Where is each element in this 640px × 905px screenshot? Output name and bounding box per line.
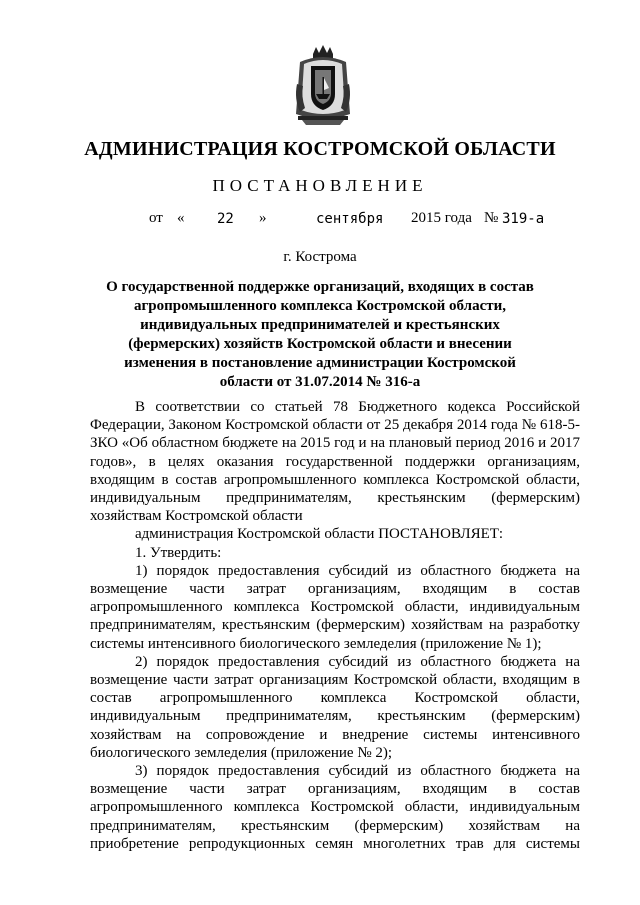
date-prefix: от [149, 210, 163, 226]
subitem-1: 1) порядок предоставления субсидий из областного бюджета на возмещение части затрат организациям, входящим в состав агропромышленного комплекса Костромской области, индивидуальным предпринимателям, крестьянским (фермерским) хозяйствам на разработку системы интенсивного биологического земледелия (приложение № 1); [90, 562, 580, 652]
document-body [90, 398, 580, 853]
coat-of-arms-emblem [292, 44, 354, 126]
date-month: сентября [316, 211, 384, 227]
quote-close: » [259, 210, 267, 226]
number-sign: № [484, 210, 499, 226]
item-1: 1. Утвердить: [135, 544, 222, 561]
organization-title: АДМИНИСТРАЦИЯ КОСТРОМСКОЙ ОБЛАСТИ [84, 138, 556, 160]
date-year: 2015 года [411, 210, 472, 226]
city-line: г. Кострома [283, 249, 357, 265]
subitem-3: 3) порядок предоставления субсидий из областного бюджета на возмещение части затрат организациям, входящим в состав агропромышленного комплекса Костромской области, индивидуальным предпринимателям, крестьянским (фермерским) хозяйствам на приобретение репродукционных семян многолетних трав для системы [90, 763, 580, 852]
document-date-line [0, 210, 640, 230]
document-type: ПОСТАНОВЛЕНИЕ [212, 176, 428, 195]
subitem-2: 2) порядок предоставления субсидий из областного бюджета на возмещение части затрат организациям Костромской области, входящим в состав агропромышленного комплекса Костромской области, индивидуальным предпринимателям, крестьянским (фермерским) хозяйствам на сопровождение и внедрение системы интенсивного биологического земледелия (приложение № 2); [90, 653, 580, 761]
quote-open: « [177, 210, 185, 226]
date-day: 22 [217, 211, 234, 227]
document-number: 319-а [502, 211, 545, 227]
preamble-paragraph: В соответствии со статьей 78 Бюджетного кодекса Российской Федерации, Законом Костромской области от 25 декабря 2014 года № 618-5-ЗКО «Об областном бюджете на 2015 год и на плановый период 2016 и 2017 годов», в целях оказания государственной поддержки организациям, входящим в состав агропромышленного комплекса Костромской области, индивидуальным предпринимателям, крестьянским (фермерским) хозяйствам Костромской области [90, 399, 580, 525]
resolution-line: администрация Костромской области ПОСТАНОВЛЯЕТ: [135, 526, 504, 543]
document-subject: О государственной поддержке организаций, входящих в состав агропромышленного комплекса Костромской области, индивидуальных предпринимателей и крестьянских (фермерских) хозяйств Костромской области и внесении изменения в постановление администрации Костромской области от 31.07.2014 № 316-а [106, 279, 534, 390]
